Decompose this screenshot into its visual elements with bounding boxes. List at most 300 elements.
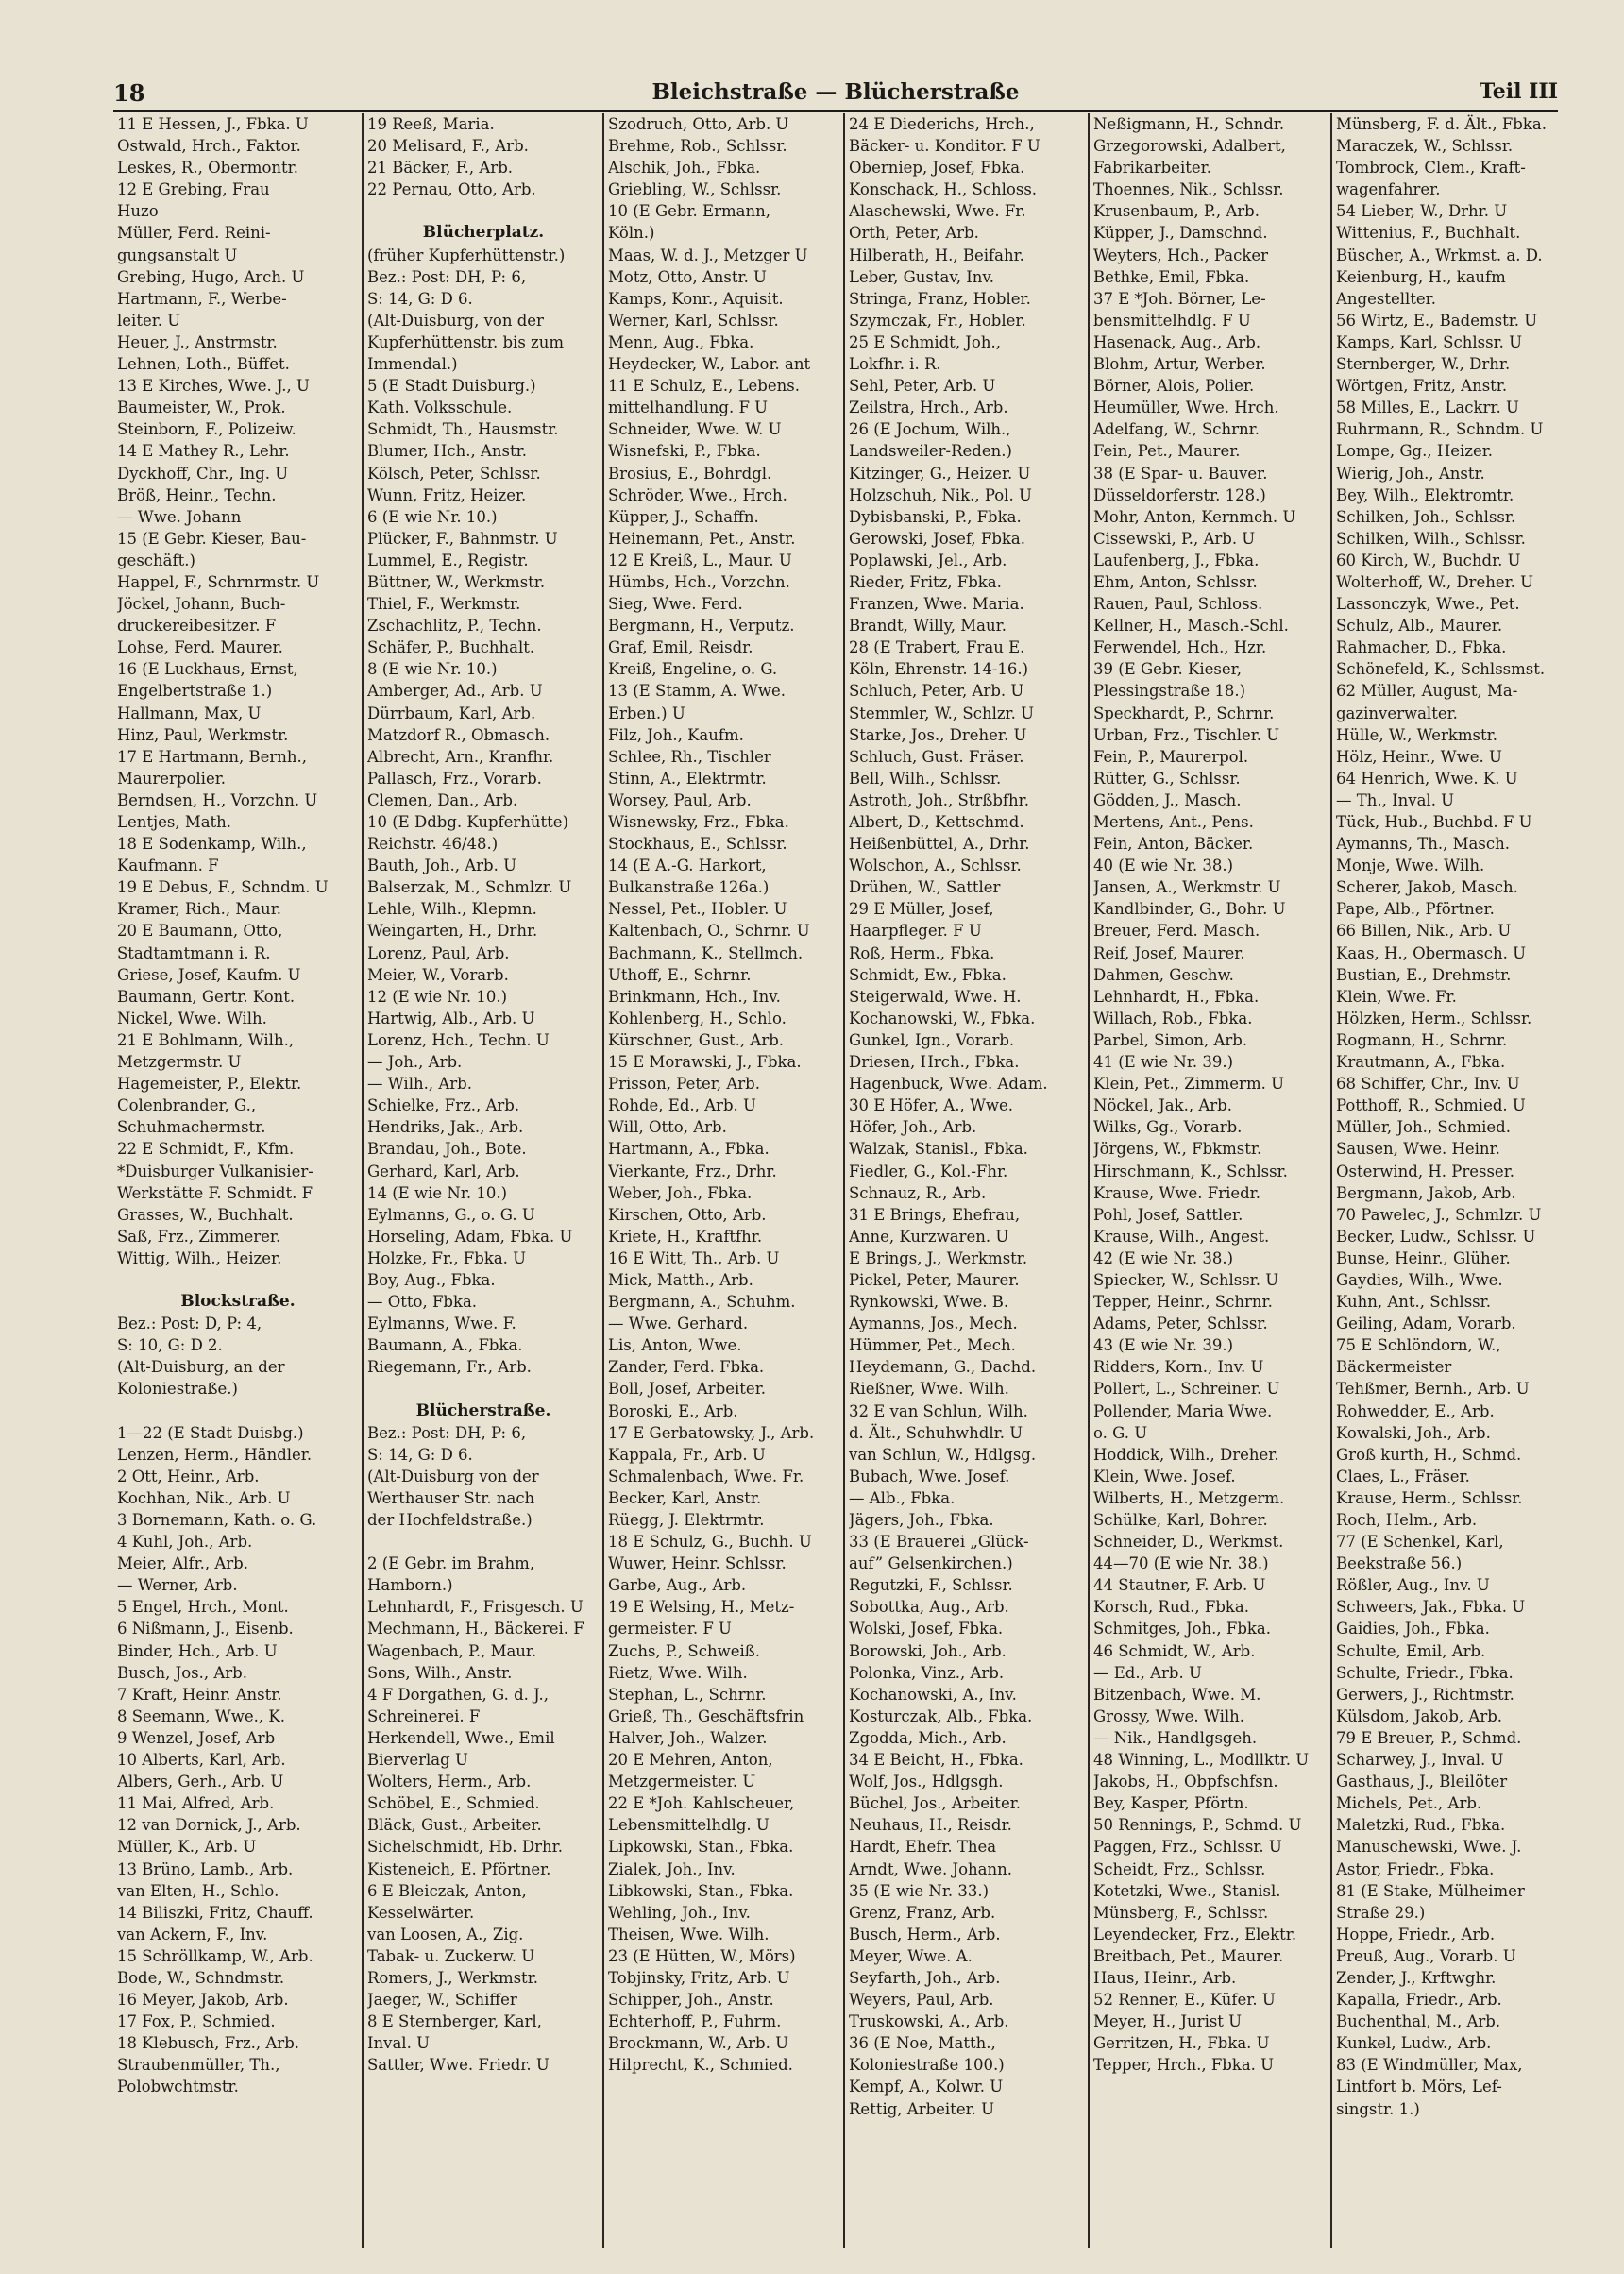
directory-entry: Münsberg, F., Schlssr. — [1093, 1903, 1269, 1922]
directory-entry: Hoddick, Wilh., Dreher. — [1093, 1445, 1279, 1464]
directory-entry: Heumüller, Wwe. Hrch. — [1093, 399, 1279, 417]
directory-entry: Echterhoff, P., Fuhrm. — [608, 2012, 782, 2031]
directory-entry: druckereibesitzer. F — [117, 617, 277, 636]
directory-entry: S: 14, G: D 6. — [367, 289, 473, 308]
directory-entry: Kirschen, Otto, Arb. — [608, 1205, 767, 1224]
directory-entry: Lis, Anton, Wwe. — [608, 1336, 742, 1355]
directory-entry: Hamborn.) — [367, 1576, 453, 1595]
directory-entry: Heinemann, Pet., Anstr. — [608, 529, 796, 548]
directory-entry: Werkstätte F. Schmidt. F — [117, 1183, 313, 1202]
directory-entry: Sieg, Wwe. Ferd. — [608, 595, 743, 614]
directory-entry: 66 Billen, Nik., Arb. U — [1336, 922, 1512, 941]
directory-entry: Rüegg, J. Elektrmtr. — [608, 1511, 765, 1529]
directory-entry: 22 E *Joh. Kahlscheuer, — [608, 1794, 795, 1813]
directory-entry: Bez.: Post: DH, P: 6, — [367, 1423, 527, 1442]
directory-entry: Blumer, Hch., Anstr. — [367, 442, 527, 461]
directory-entry: — Ed., Arb. U — [1093, 1663, 1202, 1682]
directory-entry: Kamps, Karl, Schlssr. U — [1336, 332, 1523, 351]
directory-entry: Scherer, Jakob, Masch. — [1336, 878, 1518, 897]
directory-entry: 30 E Höfer, A., Wwe. — [849, 1096, 1014, 1115]
directory-entry: Thiel, F., Werkmstr. — [367, 595, 521, 614]
directory-entry: Herkendell, Wwe., Emil — [367, 1728, 555, 1747]
directory-entry: Hendriks, Jak., Arb. — [367, 1118, 524, 1137]
directory-entry: Wolski, Josef, Fbka. — [849, 1620, 1004, 1638]
directory-entry: Breuer, Ferd. Masch. — [1093, 922, 1260, 941]
directory-entry: 14 E Mathey R., Lehr. — [117, 442, 290, 461]
directory-entry: 24 E Diederichs, Hrch., — [849, 115, 1035, 133]
directory-entry: Wolschon, A., Schlssr. — [849, 857, 1022, 875]
directory-entry: Lorenz, Paul, Arb. — [367, 943, 510, 962]
directory-entry: Oberniер, Josef, Fbka. — [849, 159, 1025, 178]
directory-entry: Straubenmüller, Th., — [117, 2056, 280, 2075]
directory-entry: Bäcker- u. Konditor. F U — [849, 137, 1040, 156]
directory-entry: Klein, Wwe. Fr. — [1336, 987, 1457, 1006]
directory-entry: Tehßmer, Bernh., Arb. U — [1336, 1380, 1530, 1399]
directory-entry: Jägers, Joh., Fbka. — [849, 1511, 994, 1529]
directory-entry: 68 Schiffer, Chr., Inv. U — [1336, 1075, 1520, 1094]
directory-entry: Werner, Karl, Schlssr. — [608, 311, 779, 330]
directory-entry: Baumann, Gertr. Kont. — [117, 987, 296, 1006]
directory-entry: Stephan, L., Schrnr. — [608, 1685, 767, 1704]
directory-entry: 46 Schmidt, W., Arb. — [1093, 1641, 1256, 1660]
directory-entry: Engelbertstraße 1.) — [117, 682, 273, 701]
directory-entry: 33 (E Brauerei „Glück- — [849, 1533, 1029, 1552]
directory-entry: Albrecht, Arn., Kranfhr. — [367, 747, 554, 766]
directory-entry: Bergmann, A., Schuhm. — [608, 1293, 796, 1312]
directory-entry: Steinborn, F., Polizeiw. — [117, 420, 296, 439]
directory-entry: Becker, Karl, Anstr. — [608, 1488, 762, 1507]
directory-entry: Kaufmann. F — [117, 857, 219, 875]
directory-entry: Kuhn, Ant., Schlssr. — [1336, 1293, 1491, 1312]
directory-entry: Maurerpolier. — [117, 769, 227, 788]
directory-entry: Schluch, Gust. Fräser. — [849, 747, 1024, 766]
directory-entry: Müller, Joh., Schmied. — [1336, 1118, 1511, 1137]
directory-entry: 31 E Brings, Ehefrau, — [849, 1205, 1021, 1224]
directory-entry: Fein, Anton, Bäcker. — [1093, 835, 1254, 854]
directory-entry: Münsberg, F. d. Ält., Fbka. — [1336, 115, 1547, 133]
directory-entry: Ruhrmann, R., Schndm. U — [1336, 420, 1544, 439]
directory-entry: Börner, Alois, Polier. — [1093, 377, 1255, 396]
directory-entry: Roch, Helm., Arb. — [1336, 1511, 1478, 1529]
directory-entry: Reif, Josef, Maurer. — [1093, 943, 1245, 962]
directory-entry: der Hochfeldstraße.) — [367, 1511, 533, 1529]
directory-column-1 — [113, 113, 361, 2248]
directory-entry: 6 E Bleiczak, Anton, — [367, 1881, 527, 1900]
directory-entry: 12 E Kreiß, L., Maur. U — [608, 551, 792, 569]
directory-entry: Kupferhüttenstr. bis zum — [367, 332, 564, 351]
directory-entry: (früher Kupferhüttenstr.) — [367, 246, 566, 264]
directory-entry: 12 E Grebing, Frau — [117, 180, 270, 199]
directory-entry: Aymanns, Jos., Mech. — [849, 1315, 1018, 1333]
directory-entry: Halver, Joh., Walzer. — [608, 1728, 768, 1747]
directory-entry: Bitzenbach, Wwe. M. — [1093, 1685, 1261, 1704]
directory-entry: Weyters, Hch., Packer — [1093, 246, 1269, 264]
directory-entry: 39 (E Gebr. Kieser, — [1093, 660, 1242, 679]
directory-entry: 15 Schröllkamp, W., Arb. — [117, 1946, 313, 1965]
directory-entry: Hardt, Ehefr. Thea — [849, 1838, 997, 1857]
directory-entry: germeister. F U — [608, 1620, 732, 1638]
directory-entry: 17 E Hartmann, Bernh., — [117, 747, 308, 766]
directory-entry: Lintfort b. Mörs, Lef- — [1336, 2078, 1502, 2096]
directory-entry: Wuwer, Heinr. Schlssr. — [608, 1554, 787, 1573]
directory-entry: 22 E Schmidt, F., Kfm. — [117, 1140, 295, 1159]
directory-entry: Büttner, W., Werkmstr. — [367, 572, 546, 591]
directory-entry: 28 (E Trabert, Frau E. — [849, 638, 1025, 657]
directory-entry: Lompe, Gg., Heizer. — [1336, 442, 1494, 461]
directory-entry: gungsanstalt U — [117, 246, 238, 264]
directory-entry: Müller, K., Arb. U — [117, 1838, 257, 1857]
directory-entry: Romers, J., Werkmstr. — [367, 1968, 539, 1987]
directory-entry: Zeilstra, Hrch., Arb. — [849, 399, 1008, 417]
directory-entry: Rohwedder, E., Arb. — [1336, 1401, 1495, 1420]
directory-entry: Lassonczyk, Wwe., Pet. — [1336, 595, 1520, 614]
directory-entry: Rütter, G., Schlssr. — [1093, 769, 1241, 788]
directory-entry: Nickel, Wwe. Wilh. — [117, 1009, 267, 1027]
directory-entry: Hartmann, A., Fbka. — [608, 1140, 770, 1159]
directory-entry: Alaschewski, Wwe. Fr. — [849, 202, 1026, 221]
directory-entry: Busch, Jos., Arb. — [117, 1663, 247, 1682]
directory-entry: 50 Rennings, P., Schmd. U — [1093, 1816, 1302, 1835]
directory-entry: Hallmann, Max, U — [117, 704, 262, 722]
directory-entry: Binder, Hch., Arb. U — [117, 1641, 278, 1660]
directory-entry: S: 10, G: D 2. — [117, 1336, 223, 1355]
directory-entry: van Schlun, W., Hdlgsg. — [849, 1445, 1037, 1464]
directory-entry: Huzo — [117, 202, 159, 221]
directory-entry: Wunn, Fritz, Heizer. — [367, 485, 527, 504]
directory-entry: 23 (E Hütten, W., Mörs) — [608, 1946, 796, 1965]
directory-entry: Polonka, Vinz., Arb. — [849, 1663, 1005, 1682]
directory-entry: Külsdom, Jakob, Arb. — [1336, 1706, 1503, 1725]
directory-entry: Driesen, Hrch., Fbka. — [849, 1053, 1020, 1072]
directory-entry: Haus, Heinr., Arb. — [1093, 1968, 1237, 1987]
directory-entry: Stringa, Franz, Hobler. — [849, 289, 1031, 308]
directory-entry: 36 (E Noe, Matth., — [849, 2034, 996, 2053]
directory-entry: Dürrbaum, Karl, Arb. — [367, 704, 536, 722]
directory-entry: Lokfhr. i. R. — [849, 355, 941, 374]
directory-entry: Saß, Frz., Zimmerer. — [117, 1227, 281, 1246]
directory-entry: Stemmler, W., Schlzr. U — [849, 704, 1035, 722]
directory-entry: Schülke, Karl, Bohrer. — [1093, 1511, 1268, 1529]
directory-entry: 83 (E Windmüller, Max, — [1336, 2056, 1523, 2075]
directory-entry: Kochhan, Nik., Arb. U — [117, 1488, 291, 1507]
directory-entry: Pallasch, Frz., Vorarb. — [367, 769, 542, 788]
directory-entry: Krautmann, A., Fbka. — [1336, 1053, 1506, 1072]
directory-entry: Griebling, W., Schlssr. — [608, 180, 782, 199]
directory-entry: o. G. U — [1093, 1423, 1148, 1442]
directory-entry: Hümmer, Pet., Mech. — [849, 1336, 1016, 1355]
directory-entry: 10 (E Gebr. Ermann, — [608, 202, 770, 221]
directory-entry: Bergmann, Jakob, Arb. — [1336, 1183, 1516, 1202]
directory-entry: Gerhard, Karl, Arb. — [367, 1162, 520, 1180]
directory-entry: — Wilh., Arb. — [367, 1075, 472, 1094]
directory-entry: Thoennes, Nik., Schlssr. — [1093, 180, 1284, 199]
directory-entry: 20 Melisard, F., Arb. — [367, 137, 529, 156]
directory-entry: Reichstr. 46/48.) — [367, 835, 499, 854]
directory-entry: — Wwe. Gerhard. — [608, 1315, 749, 1333]
directory-entry: Brandau, Joh., Bote. — [367, 1140, 527, 1159]
directory-entry: Schulte, Friedr., Fbka. — [1336, 1663, 1514, 1682]
directory-entry: Kaas, H., Obermasch. U — [1336, 943, 1527, 962]
directory-entry: Brehme, Rob., Schlssr. — [608, 137, 787, 156]
directory-entry: Stinn, A., Elektrmtr. — [608, 769, 767, 788]
directory-entry: van Ackern, F., Inv. — [117, 1925, 268, 1943]
directory-entry: Bell, Wilh., Schlssr. — [849, 769, 1002, 788]
directory-entry: Worsey, Paul, Arb. — [608, 790, 752, 809]
directory-entry: Kowalski, Joh., Arb. — [1336, 1423, 1491, 1442]
directory-entry: Ostwald, Hrch., Faktor. — [117, 137, 301, 156]
directory-entry: Zgodda, Mich., Arb. — [849, 1728, 1007, 1747]
directory-entry: Gerwers, J., Richtmstr. — [1336, 1685, 1514, 1704]
directory-entry: Kapalla, Friedr., Arb. — [1336, 1991, 1502, 2010]
directory-entry: Schluch, Peter, Arb. U — [849, 682, 1024, 701]
directory-entry: Plücker, F., Bahnmstr. U — [367, 529, 558, 548]
directory-entry: Hinz, Paul, Werkmstr. — [117, 725, 289, 744]
directory-entry: 21 E Bohlmann, Wilh., — [117, 1030, 295, 1049]
directory-entry: 3 Bornemann, Kath. o. G. — [117, 1511, 317, 1529]
directory-entry: Kappala, Fr., Arb. U — [608, 1445, 766, 1464]
directory-entry: Nöckel, Jak., Arb. — [1093, 1096, 1232, 1115]
directory-entry: Hilberath, H., Beifahr. — [849, 246, 1024, 264]
directory-entry: Kempf, A., Kolwr. U — [849, 2078, 1004, 2096]
directory-entry: Prisson, Peter, Arb. — [608, 1075, 760, 1094]
directory-entry: Tepper, Heinr., Schrnr. — [1093, 1293, 1273, 1312]
directory-entry: Rynkowski, Wwe. B. — [849, 1293, 1009, 1312]
directory-entry: Szodruch, Otto, Arb. U — [608, 115, 789, 133]
directory-entry: Bäckermeister — [1336, 1358, 1452, 1377]
directory-entry: Manuschewski, Wwe. J. — [1336, 1838, 1522, 1857]
directory-entry: Tepper, Hrch., Fbka. U — [1093, 2056, 1275, 2075]
directory-entry: Maletzki, Rud., Fbka. — [1336, 1816, 1506, 1835]
directory-entry: Colenbrander, G., — [117, 1096, 257, 1115]
directory-entry: van Loosen, A., Zig. — [367, 1925, 524, 1943]
directory-entry: auf” Gelsenkirchen.) — [849, 1554, 1013, 1573]
directory-entry: Küpper, J., Damschnd. — [1093, 224, 1268, 243]
directory-entry: 20 E Baumann, Otto, — [117, 922, 283, 941]
spacer — [117, 1269, 359, 1291]
directory-entry: Boroski, E., Arb. — [608, 1401, 738, 1420]
directory-entry: Haarpfleger. F U — [849, 922, 982, 941]
directory-entry: Leber, Gustav, Inv. — [849, 267, 994, 286]
directory-entry: Seyfarth, Joh., Arb. — [849, 1968, 1001, 1987]
directory-entry: 44—70 (E wie Nr. 38.) — [1093, 1554, 1269, 1573]
directory-entry: Wisnefski, P., Fbka. — [608, 442, 761, 461]
directory-entry: Angestellter. — [1336, 289, 1437, 308]
directory-entry: Busch, Herm., Arb. — [849, 1925, 1001, 1943]
directory-entry: Schöbel, E., Schmied. — [367, 1794, 540, 1813]
directory-column-5 — [1090, 113, 1329, 2248]
directory-entry: Lummel, E., Registr. — [367, 551, 529, 569]
directory-entry: 18 E Sodenkamp, Wilh., — [117, 835, 307, 854]
directory-entry: — Werner, Arb. — [117, 1576, 238, 1595]
directory-entry: Schönefeld, K., Schlssmst. — [1336, 660, 1546, 679]
directory-entry: Jansen, A., Werkmstr. U — [1093, 878, 1281, 897]
directory-entry: Bergmann, H., Verputz. — [608, 617, 795, 636]
directory-entry: geschäft.) — [117, 551, 195, 569]
directory-entry: (Alt-Duisburg, von der — [367, 311, 544, 330]
directory-entry: Küpper, J., Schaffn. — [608, 507, 759, 526]
directory-entry: 60 Kirch, W., Buchdr. U — [1336, 551, 1521, 569]
directory-entry: Filz, Joh., Kaufm. — [608, 725, 744, 744]
directory-entry: Sichelschmidt, Hb. Drhr. — [367, 1838, 563, 1857]
directory-entry: 19 E Welsing, H., Metz- — [608, 1598, 795, 1617]
directory-entry: Pollert, L., Schreiner. U — [1093, 1380, 1280, 1399]
directory-entry: Astroth, Joh., Strßbfhr. — [849, 790, 1029, 809]
directory-entry: Meier, Alfr., Arb. — [117, 1554, 248, 1573]
directory-entry: Sternberger, W., Drhr. — [1336, 355, 1511, 374]
directory-entry: 8 E Sternberger, Karl, — [367, 2012, 542, 2031]
directory-entry: Pickel, Peter, Maurer. — [849, 1270, 1020, 1289]
directory-entry: Eylmanns, G., o. G. U — [367, 1205, 535, 1224]
directory-entry: Jakobs, H., Obpfschfsn. — [1093, 1773, 1278, 1791]
directory-entry: Baumeister, W., Prok. — [117, 399, 286, 417]
directory-entry: 8 Seemann, Wwe., K. — [117, 1706, 285, 1725]
directory-entry: Szymczak, Fr., Hobler. — [849, 311, 1026, 330]
directory-entry: S: 14, G: D 6. — [367, 1445, 473, 1464]
directory-entry: Heuer, J., Anstrmstr. — [117, 332, 278, 351]
directory-entry: 1—22 (E Stadt Duisbg.) — [117, 1423, 304, 1442]
directory-entry: Wittig, Wilh., Heizer. — [117, 1248, 282, 1267]
directory-entry: 14 (E A.-G. Harkort, — [608, 857, 767, 875]
directory-entry: 19 E Debus, F., Schndm. U — [117, 878, 329, 897]
directory-entry: Weingarten, H., Drhr. — [367, 922, 538, 941]
directory-entry: Gaidies, Joh., Fbka. — [1336, 1620, 1490, 1638]
directory-entry: 26 (E Jochum, Wilh., — [849, 420, 1011, 439]
directory-entry: Zschachlitz, P., Techn. — [367, 617, 542, 636]
directory-entry: Bläck, Gust., Arbeiter. — [367, 1816, 542, 1835]
directory-entry: Schilken, Joh., Schlssr. — [1336, 507, 1516, 526]
directory-entry: Scheidt, Frz., Schlssr. — [1093, 1859, 1266, 1878]
directory-entry: Mick, Matth., Arb. — [608, 1270, 753, 1289]
directory-entry: Hülle, W., Werkmstr. — [1336, 725, 1497, 744]
directory-entry: Zuchs, P., Schweiß. — [608, 1641, 761, 1660]
directory-entry: Schielke, Frz., Arb. — [367, 1096, 520, 1115]
directory-entry: Bez.: Post: DH, P: 6, — [367, 267, 527, 286]
directory-entry: Zander, Ferd. Fbka. — [608, 1358, 765, 1377]
directory-entry: Weyers, Paul, Arb. — [849, 1991, 994, 2010]
directory-entry: Bachmann, K., Stellmch. — [608, 943, 804, 962]
directory-entry: Stockhaus, E., Schlssr. — [608, 835, 787, 854]
directory-entry: Hagemeister, P., Elektr. — [117, 1075, 302, 1094]
directory-entry: Hartmann, F., Werbe- — [117, 289, 287, 308]
directory-entry: Köln.) — [608, 224, 655, 243]
directory-entry: Graf, Emil, Reisdr. — [608, 638, 753, 657]
directory-entry: Schröder, Wwe., Hrch. — [608, 485, 787, 504]
directory-entry: Tombrock, Clem., Kraft- — [1336, 159, 1526, 178]
directory-entry: Düsseldorferstr. 128.) — [1093, 485, 1266, 504]
page-header — [113, 76, 1558, 111]
directory-entry: 56 Wirtz, E., Bademstr. U — [1336, 311, 1538, 330]
directory-entry: Wehling, Joh., Inv. — [608, 1903, 751, 1922]
directory-entry: Buchenthal, M., Arb. — [1336, 2012, 1501, 2031]
directory-entry: — Alb., Fbka. — [849, 1488, 956, 1507]
directory-entry: Potthoff, R., Schmied. U — [1336, 1096, 1526, 1115]
directory-entry: gazinverwalter. — [1336, 704, 1458, 722]
directory-entry: Astor, Friedr., Fbka. — [1336, 1859, 1495, 1878]
directory-entry: Krusenbaum, P., Arb. — [1093, 202, 1260, 221]
directory-entry: Sons, Wilh., Anstr. — [367, 1663, 513, 1682]
directory-entry: Schäfer, P., Buchhalt. — [367, 638, 535, 657]
directory-entry: — Nik., Handlgsgeh. — [1093, 1728, 1258, 1747]
directory-entry: Jöckel, Johann, Buch- — [117, 595, 286, 614]
directory-entry: van Elten, H., Schlo. — [117, 1881, 279, 1900]
directory-entry: Zialek, Joh., Inv. — [608, 1859, 736, 1878]
directory-entry: mittelhandlung. F U — [608, 399, 769, 417]
directory-entry: 29 E Müller, Josef, — [849, 900, 994, 919]
directory-entry: Aymanns, Th., Masch. — [1336, 835, 1510, 854]
directory-entry: Lehnen, Loth., Büffet. — [117, 355, 290, 374]
directory-entry: Meyer, Wwe. A. — [849, 1946, 973, 1965]
directory-entry: Scharwey, J., Inval. U — [1336, 1751, 1504, 1770]
directory-entry: Gerowski, Josef, Fbka. — [849, 529, 1026, 548]
directory-entry: Bethke, Emil, Fbka. — [1093, 267, 1250, 286]
directory-entry: Höfer, Joh., Arb. — [849, 1118, 977, 1137]
directory-entry: Lenzen, Herm., Händler. — [117, 1445, 313, 1464]
directory-entry: Amberger, Ad., Arb. U — [367, 682, 543, 701]
directory-entry: 41 (E wie Nr. 39.) — [1093, 1053, 1234, 1072]
directory-entry: Bauth, Joh., Arb. U — [367, 857, 517, 875]
directory-entry: Sehl, Peter, Arb. U — [849, 377, 996, 396]
directory-entry: Anne, Kurzwaren. U — [849, 1227, 1009, 1246]
directory-entry: 11 E Schulz, E., Lebens. — [608, 377, 800, 396]
directory-entry: Uthoff, E., Schrnr. — [608, 965, 752, 984]
directory-entry: Kath. Volksschule. — [367, 399, 513, 417]
spacer — [117, 1400, 359, 1422]
directory-entry: — Joh., Arb. — [367, 1053, 463, 1072]
directory-entry: Hartwig, Alb., Arb. U — [367, 1009, 535, 1027]
directory-entry: 25 E Schmidt, Joh., — [849, 332, 1001, 351]
directory-entry: Meyer, H., Jurist U — [1093, 2012, 1243, 2031]
directory-entry: Walzak, Stanisl., Fbka. — [849, 1140, 1028, 1159]
directory-entry: Schneider, Wwe. W. U — [608, 420, 782, 439]
directory-entry: Bey, Kasper, Pförtn. — [1093, 1794, 1249, 1813]
directory-entry: Sattler, Wwe. Friedr. U — [367, 2056, 550, 2075]
directory-entry: 40 (E wie Nr. 38.) — [1093, 857, 1234, 875]
directory-entry: 37 E *Joh. Börner, Le- — [1093, 289, 1266, 308]
directory-entry: Kitzinger, G., Heizer. U — [849, 464, 1031, 483]
directory-entry: 64 Henrich, Wwe. K. U — [1336, 769, 1518, 788]
directory-entry: Schipper, Joh., Anstr. — [608, 1991, 774, 2010]
directory-entry: E Brings, J., Werkmstr. — [849, 1248, 1028, 1267]
directory-entry: Osterwind, H. Presser. — [1336, 1162, 1515, 1180]
directory-entry: Pohl, Josef, Sattler. — [1093, 1205, 1243, 1224]
directory-entry: Lentjes, Math. — [117, 813, 232, 831]
directory-entry: bensmittelhdlg. F U — [1093, 311, 1251, 330]
directory-entry: Fein, Pet., Maurer. — [1093, 442, 1241, 461]
directory-entry: 11 Mai, Alfred, Arb. — [117, 1794, 275, 1813]
header-rule — [113, 110, 1558, 112]
directory-entry: Immendal.) — [367, 355, 458, 374]
directory-entry: Lorenz, Hch., Techn. U — [367, 1030, 550, 1049]
directory-entry: Mertens, Ant., Pens. — [1093, 813, 1254, 831]
directory-entry: Erben.) U — [608, 704, 685, 722]
directory-entry: Pollender, Maria Wwe. — [1093, 1401, 1273, 1420]
directory-entry: 12 van Dornick, J., Arb. — [117, 1816, 301, 1835]
directory-entry: Schlee, Rh., Tischler — [608, 747, 771, 766]
directory-entry: Fabrikarbeiter. — [1093, 159, 1211, 178]
directory-entry: Vierkante, Frz., Drhr. — [608, 1162, 777, 1180]
directory-entry: Kölsch, Peter, Schlssr. — [367, 464, 541, 483]
directory-entry: 79 E Breuer, P., Schmd. — [1336, 1728, 1522, 1747]
directory-entry: Rießner, Wwe. Wilh. — [849, 1380, 1009, 1399]
directory-entry: Garbe, Aug., Arb. — [608, 1576, 747, 1595]
directory-entry: Adelfang, W., Schrnr. — [1093, 420, 1260, 439]
directory-entry: Bierverlag U — [367, 1751, 468, 1770]
directory-entry: 13 E Kirches, Wwe. J., U — [117, 377, 310, 396]
directory-entry: 62 Müller, August, Ma- — [1336, 682, 1518, 701]
directory-entry: Landsweiler-Reden.) — [849, 442, 1012, 461]
directory-entry: Rößler, Aug., Inv. U — [1336, 1576, 1490, 1595]
directory-entry: Clemen, Dan., Arb. — [367, 790, 518, 809]
